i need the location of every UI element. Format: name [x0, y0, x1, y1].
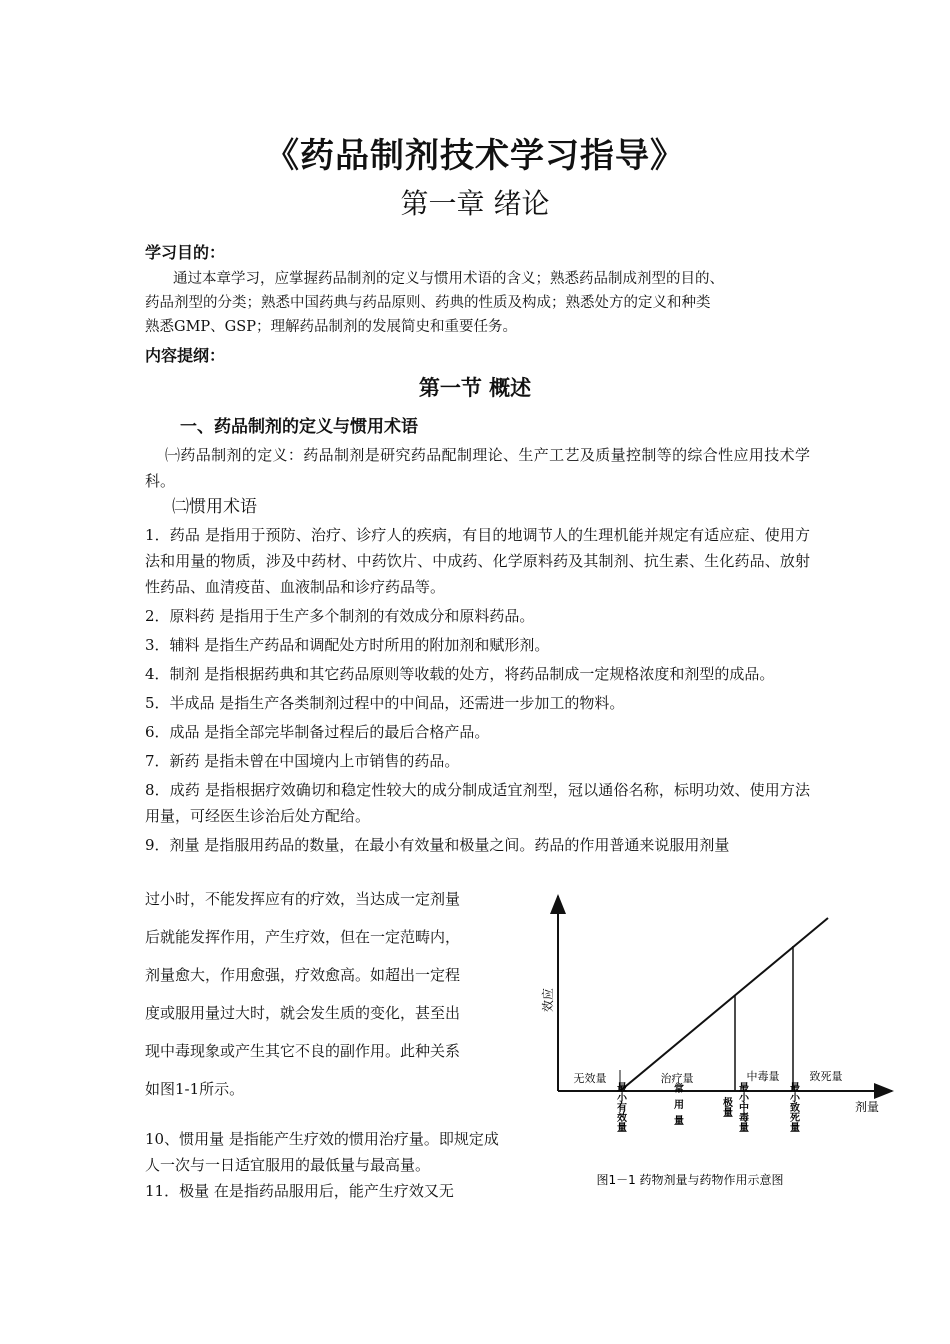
- zone-therapeutic: 治疗量: [660, 1072, 694, 1085]
- term-7: 7．新药 是指未曾在中国境内上市销售的药品。: [145, 752, 460, 770]
- tick-min-toxic: 最小中毒量: [736, 1082, 748, 1132]
- tick-min-lethal: 最小致死量: [787, 1082, 799, 1132]
- zone-no-effect: 无效量: [573, 1072, 607, 1085]
- terms-heading: ㈡惯用术语: [172, 497, 257, 517]
- term-2: 2．原料药 是指用于生产多个制剂的有效成分和原料药品。: [145, 607, 535, 625]
- wrap-line-5: 现中毒现象或产生其它不良的副作用。此种关系: [145, 1042, 461, 1060]
- wrap-line-6: 如图1-1所示。: [145, 1080, 245, 1098]
- dose-effect-line: [620, 918, 828, 1091]
- figure-caption: 图1－1 药物剂量与药物作用示意图: [596, 1173, 784, 1187]
- y-axis-label: 效应: [541, 987, 555, 1013]
- term-11: 11．极量 在是指药品服用后，能产生疗效又无: [145, 1182, 454, 1200]
- term-1: 1．药品 是指用于预防、治疗、诊疗人的疾病，有目的地调节人的生理机能并规定有适应症、使用方法和用量的物质，涉及中药材、中药饮片、中成药、化学原料药及其制剂、抗生素、生化药品、放射性药品、血清疫苗、血液制品和诊疗药品等。: [145, 526, 810, 596]
- objective-text: [145, 267, 810, 339]
- chapter-title: 第一章 绪论: [400, 187, 550, 220]
- term-10: 10、惯用量 是指能产生疗效的惯用治疗量。即规定成人一次与一日适宜服用的最低量与最高量。: [145, 1130, 499, 1174]
- objective-line-2: 药品剂型的分类；熟悉中国药典与药品原则、药典的性质及构成；熟悉处方的定义和种类: [145, 295, 711, 311]
- term-6: 6．成品 是指全部完毕制备过程后的最后合格产品。: [145, 723, 490, 741]
- objective-line-1: 通过本章学习，应掌握药品制剂的定义与惯用术语的含义；熟悉药品制成剂型的目的、: [173, 271, 724, 287]
- wrap-line-1: 过小时，不能发挥应有的疗效，当达成一定剂量: [145, 890, 461, 908]
- document-title: 《药品制剂技术学习指导》: [265, 136, 685, 176]
- definition-paragraph: ㈠药品制剂的定义：药品制剂是研究药品配制理论、生产工艺及质量控制等的综合性应用技术学科。: [145, 446, 810, 490]
- dose-effect-figure: [530, 890, 910, 1200]
- term-3: 3．辅料 是指生产药品和调配处方时所用的附加剂和赋形剂。: [145, 636, 550, 654]
- dose-explanation: [145, 880, 505, 1108]
- zone-lethal: 致死量: [809, 1070, 843, 1083]
- tick-extreme: 极量: [720, 1097, 732, 1117]
- terms-list: [145, 522, 810, 858]
- zone-toxic: 中毒量: [746, 1070, 780, 1083]
- objective-line-3: 熟悉GMP、GSP；理解药品制剂的发展简史和重要任务。: [145, 319, 517, 335]
- term-5: 5．半成品 是指生产各类制剂过程中的中间品，还需进一步加工的物料。: [145, 694, 625, 712]
- term-8: 8．成药 是指根据疗效确切和稳定性较大的成分制成适宜剂型，冠以通俗名称，标明功效、使用方法用量，可经医生诊治后处方配给。: [145, 781, 810, 825]
- x-axis-label: 剂量: [854, 1100, 880, 1114]
- wrap-line-3: 剂量愈大，作用愈强，疗效愈高。如超出一定程: [145, 966, 461, 984]
- objective-label: 学习目的：: [145, 243, 226, 262]
- wrap-line-4: 度或服用量过大时，就会发生质的变化，甚至出: [145, 1004, 461, 1022]
- wrap-line-2: 后就能发挥作用，产生疗效，但在一定范畴内，: [145, 928, 461, 946]
- term-4: 4．制剂 是指根据药典和其它药品原则等收载的处方，将药品制成一定规格浓度和剂型的成品。: [145, 665, 775, 683]
- section-title: 第一节 概述: [418, 376, 532, 400]
- subsection-title: 一、药品制剂的定义与惯用术语: [180, 417, 418, 437]
- tick-usual: 常用量: [671, 1083, 683, 1131]
- outline-label: 内容提纲：: [145, 346, 226, 365]
- term-9: 9．剂量 是指服用药品的数量，在最小有效量和极量之间。药品的作用普通来说服用剂量: [145, 836, 730, 854]
- tick-min-effective: 最小有效量: [614, 1082, 626, 1132]
